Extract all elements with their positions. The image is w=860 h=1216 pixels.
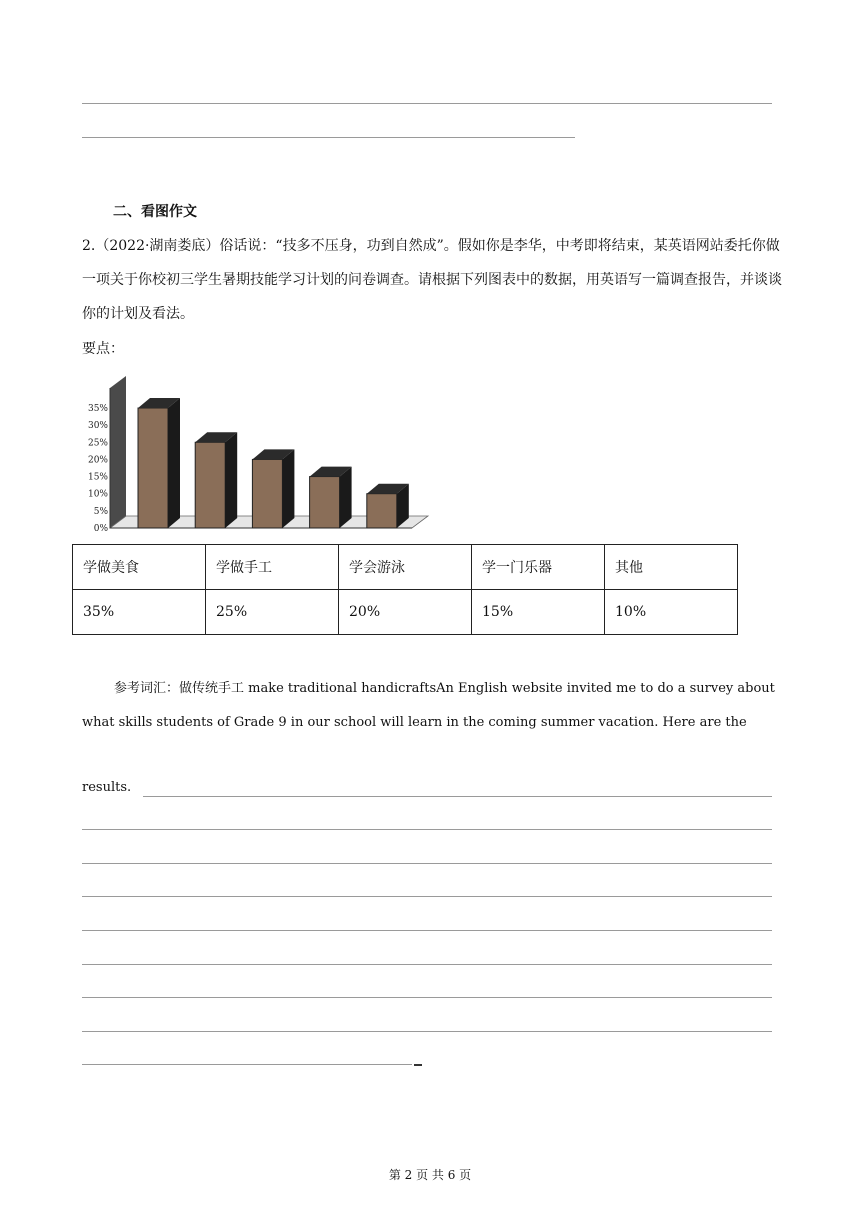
answer-line-end [414,1064,422,1066]
table-row [73,545,738,590]
y-tick-label: 20% [88,455,108,466]
answer-line[interactable] [82,829,772,830]
y-axis-ticks [88,404,108,534]
answer-line [82,137,575,138]
table-value-cell: 10% [605,590,738,635]
vocab-and-opening [82,672,782,740]
answer-line[interactable] [82,1064,412,1065]
answer-line[interactable] [82,964,772,965]
bar-side [282,449,294,528]
results-word: results. [82,780,132,795]
table-header-cell: 学会游泳 [339,545,472,590]
section-title: 二、看图作文 [113,204,197,220]
table-row [73,590,738,635]
bar-side [340,467,352,528]
y-tick-label: 0% [93,524,108,534]
y-tick-label: 35% [88,404,108,414]
answer-line [82,103,772,104]
table-value-cell: 20% [339,590,472,635]
bar-side [168,398,180,528]
table-value-cell: 25% [206,590,339,635]
question-intro: 2.（2022·湖南娄底）俗话说：“技多不压身，功到自然成”。假如你是李华，中考即将结束，某英语网站委托你做一项关于你校初三学生暑期技能学习计划的问卷调查。请根据下列图表中的数据，用英语写一篇调查报告，并谈谈你的计划及看法。 [82,238,782,322]
y-tick-label: 15% [88,472,108,483]
table-header-cell: 学做手工 [206,545,339,590]
answer-line[interactable] [82,896,772,897]
table-header-cell: 其他 [605,545,738,590]
table-header-cell: 学做美食 [73,545,206,590]
points-label: 要点： [82,341,124,357]
bar-series [138,398,409,528]
bar [310,467,352,528]
chart-back-wall [110,376,126,528]
bar-side [225,432,237,528]
answer-line[interactable] [143,796,772,797]
bar-chart [88,370,438,540]
skills-table [72,544,738,635]
answer-line[interactable] [82,930,772,931]
bar-front [252,459,282,528]
bar-front [367,494,397,528]
answer-line[interactable] [82,997,772,998]
vocab-text: 参考词汇：做传统手工 make traditional handicraftsAn English website invited me to do a survey about what skills students of Grade 9 in our school will learn in the coming summer vacation. Here are the [82,681,775,730]
y-tick-label: 25% [88,438,108,449]
bar-front [195,442,225,528]
y-tick-label: 30% [88,421,108,432]
table-value-cell: 15% [472,590,605,635]
y-tick-label: 10% [88,489,108,500]
bar [195,432,237,528]
bar [367,484,409,528]
table-header-cell: 学一门乐器 [472,545,605,590]
bar [252,449,294,528]
answer-line[interactable] [82,863,772,864]
y-tick-label: 5% [93,506,108,517]
table-value-cell: 35% [73,590,206,635]
bar [138,398,180,528]
bar-front [310,477,340,528]
answer-line[interactable] [82,1031,772,1032]
bar-front [138,408,168,528]
page-footer: 第 2 页 共 6 页 [388,1168,472,1182]
